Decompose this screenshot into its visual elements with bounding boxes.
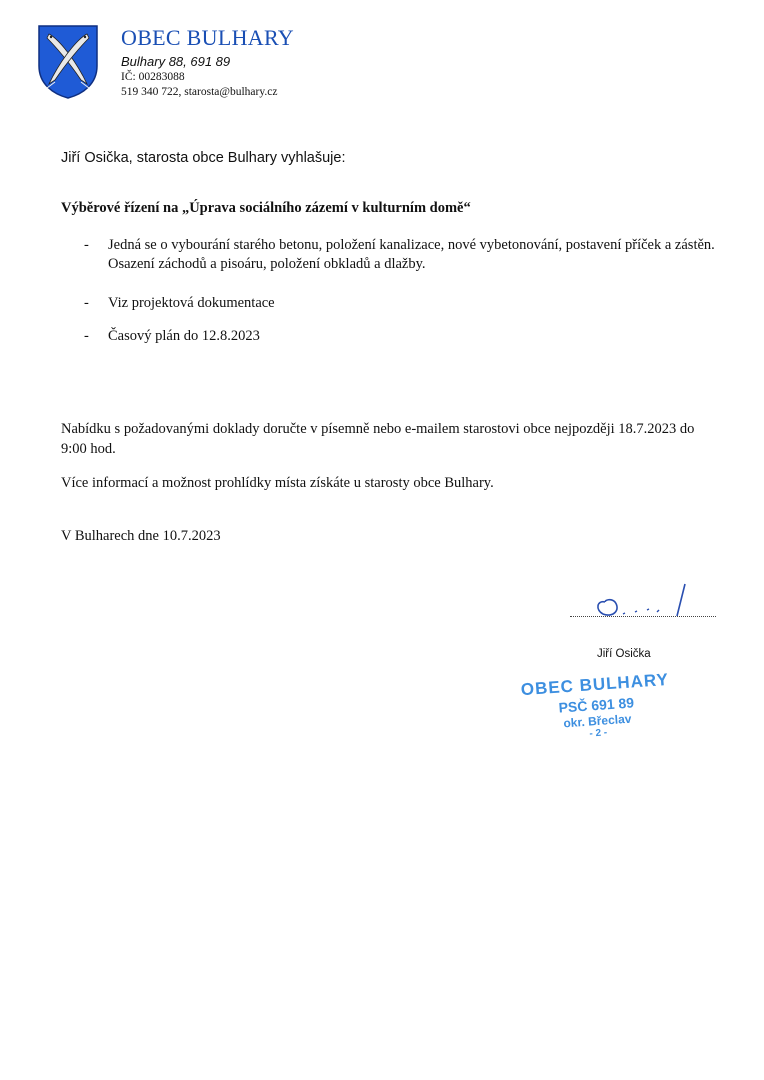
municipality-name: OBEC BULHARY (121, 25, 294, 50)
list-item (84, 236, 724, 274)
list-item-text: Jedná se o vybourání starého betonu, položení kanalizace, nové vybetonování, postavení příček a zástěn. Osazení záchodů a pisoáru, položení obkladů a dlažby. (108, 237, 715, 272)
stamp-line-4: - 2 - (589, 727, 608, 740)
place-date: V Bulharech dne 10.7.2023 (61, 528, 221, 544)
signature-line (570, 616, 716, 617)
list-dash: - (84, 237, 89, 253)
municipality-contact: 519 340 722, starosta@bulhary.cz (121, 86, 278, 98)
announcement-intro: Jiří Osička, starosta obce Bulhary vyhlašuje: (61, 150, 346, 166)
tender-subject: Výběrové řízení na „Úprava sociálního zázemí v kulturním domě“ (61, 200, 471, 216)
coat-of-arms-icon (37, 24, 99, 100)
list-dash: - (84, 328, 89, 344)
stamp-line-2: PSČ 691 89 (558, 694, 635, 716)
municipality-ico: IČ: 00283088 (121, 71, 185, 83)
offer-paragraph: Nabídku s požadovanými doklady doručte v písemně nebo e-mailem starostovi obce nejpozději 18.7.2023 do 9:00 hod. (61, 421, 695, 457)
list-item (84, 327, 724, 346)
tender-details-list (84, 236, 724, 346)
list-item (84, 294, 724, 313)
signatory-name: Jiří Osička (597, 648, 651, 660)
list-dash: - (84, 295, 89, 311)
municipality-address: Bulhary 88, 691 89 (121, 54, 231, 69)
stamp-line-1: OBEC BULHARY (520, 669, 670, 700)
info-paragraph: Více informací a možnost prohlídky místa získáte u starosty obce Bulhary. (61, 475, 494, 491)
stamp-line-3: okr. Břeclav (562, 711, 632, 731)
letterhead (121, 24, 294, 100)
list-item-text: Viz projektová dokumentace (108, 295, 275, 311)
official-stamp (509, 669, 684, 761)
list-item-text: Časový plán do 12.8.2023 (108, 328, 260, 344)
